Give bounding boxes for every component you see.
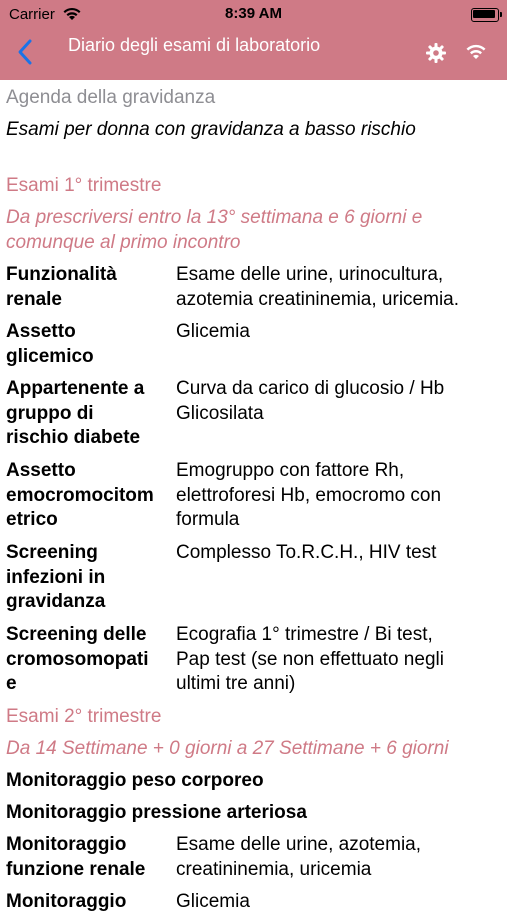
chevron-left-icon[interactable] [14, 37, 38, 67]
exam-label: Monitoraggio [6, 891, 127, 912]
carrier-label: Carrier [9, 6, 55, 23]
monitoring-row-pressure: Monitoraggio pressione arteriosa [6, 802, 307, 823]
exam-label: Screening delle cromosomopati e [6, 624, 149, 694]
exam-value: Curva da carico di glucosio / Hb Glicosilata [176, 378, 445, 424]
exam-value: Complesso To.R.C.H., HIV test [176, 542, 437, 563]
exam-content [0, 80, 507, 912]
exam-value: Ecografia 1° trimestre / Bi test, Pap test (se non effettuato negli ultimi tre anni) [176, 624, 444, 694]
exam-label: Assetto glicemico [6, 321, 94, 367]
trimester2-title: Esami 2° trimestre [6, 706, 162, 727]
exam-value: Glicemia [176, 891, 250, 912]
monitoring-row-weight: Monitoraggio peso corporeo [6, 770, 264, 791]
status-bar [0, 0, 507, 28]
exam-value: Emogruppo con fattore Rh, elettroforesi Hb, emocromo con formula [176, 460, 442, 530]
exam-label: Monitoraggio funzione renale [6, 834, 146, 880]
agenda-label: Agenda della gravidanza [6, 87, 216, 108]
battery-tip [500, 12, 502, 17]
wifi-icon[interactable] [465, 42, 487, 60]
exam-label: Appartenente a gruppo di rischio diabete [6, 378, 145, 448]
battery-icon [471, 8, 499, 22]
trimester1-note: Da prescriversi entro la 13° settimana e 6 giorni e comunque al primo incontro [6, 207, 423, 253]
header [0, 0, 507, 80]
exam-value: Esame delle urine, urinocultura, azotemia creatininemia, uricemia. [176, 264, 460, 310]
exam-label: Funzionalità renale [6, 264, 117, 310]
nav-title: Diario degli esami di laboratorio [68, 35, 321, 55]
exam-label: Screening infezioni in gravidanza [6, 542, 106, 612]
navigation-bar [0, 28, 507, 80]
exam-value: Esame delle urine, azotemia, creatininemia, uricemia [176, 834, 422, 880]
exam-label: Assetto emocromocitom etrico [6, 460, 154, 530]
trimester1-title: Esami 1° trimestre [6, 175, 162, 196]
exam-value: Glicemia [176, 321, 250, 342]
status-time: 8:39 AM [225, 5, 282, 22]
gear-icon[interactable] [425, 42, 447, 64]
trimester2-note: Da 14 Settimane + 0 giorni a 27 Settimane + 6 giorni [6, 738, 449, 759]
page-subtitle: Esami per donna con gravidanza a basso rischio [6, 119, 416, 140]
